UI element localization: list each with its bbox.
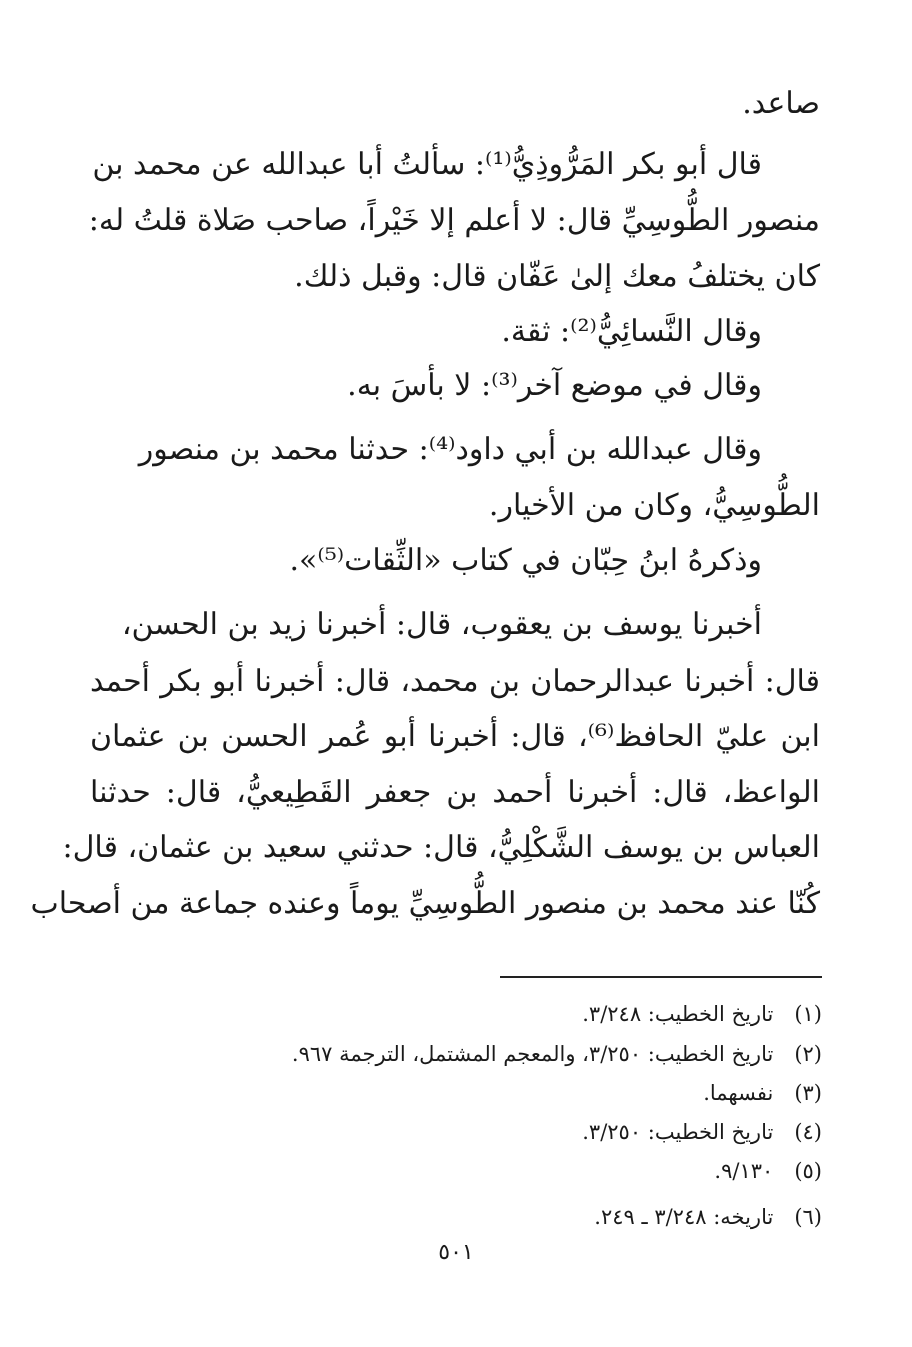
text-line-7: وقال عبدالله بن أبي داود⁽⁴⁾: حدثنا محمد بن منصور [138,432,762,467]
footnote-6 [122,1203,822,1231]
footnote-text: نفسهما. [703,1081,774,1105]
text-line-2: قال أبو بكر المَرُّوذِيُّ⁽¹⁾: سألتُ أبا عبدالله عن محمد بن [92,147,762,182]
footnote-text: تاريخه: ٣/٢٤٨ ـ ٢٤٩. [594,1205,774,1229]
footnote-text: تاريخ الخطيب: ٣/٢٤٨. [582,1002,774,1026]
text-line-12: ابن عليّ الحافظ⁽⁶⁾، قال: أخبرنا أبو عُمر الحسن بن عثمان [90,719,820,754]
footnote-number: (١) [794,1002,822,1026]
footnote-separator [500,976,822,978]
footnote-5 [122,1157,822,1185]
page-number: ٥٠١ [438,1240,474,1265]
footnote-2 [122,1040,822,1068]
footnote-1 [122,1000,822,1028]
footnote-number: (٣) [794,1081,822,1105]
text-line-9: وذكرهُ ابنُ حِبّان في كتاب «الثِّقات⁽⁵⁾». [289,543,762,578]
footnote-number: (٥) [794,1159,822,1183]
footnote-text: ٩/١٣٠. [714,1159,774,1183]
text-line-8: الطُّوسِيُّ، وكان من الأخيار. [488,488,820,523]
footnote-4 [122,1118,822,1146]
text-line-6: وقال في موضع آخر⁽³⁾: لا بأسَ به. [347,368,762,403]
footnote-text: تاريخ الخطيب: ٣/٢٥٠، والمعجم المشتمل، الترجمة ٩٦٧. [291,1042,774,1066]
text-line-10: أخبرنا يوسف بن يعقوب، قال: أخبرنا زيد بن الحسن، [121,607,762,642]
footnote-number: (٢) [794,1042,822,1066]
text-line-14: العباس بن يوسف الشَّكْلِيُّ، قال: حدثني سعيد بن عثمان، قال: [62,830,820,865]
text-line-15: كُنّا عند محمد بن منصور الطُّوسِيِّ يوماً وعنده جماعة من أصحاب [30,886,820,921]
text-line-13: الواعظ، قال: أخبرنا أحمد بن جعفر القَطِيعيُّ، قال: حدثنا [90,775,820,810]
text-line-1: صاعد. [742,86,820,121]
text-line-11: قال: أخبرنا عبدالرحمان بن محمد، قال: أخبرنا أبو بكر أحمد [90,664,820,699]
footnote-3 [122,1079,822,1107]
text-line-5: وقال النَّسائِيُّ⁽²⁾: ثقة. [501,314,762,349]
footnote-number: (٤) [794,1120,822,1144]
text-line-4: كان يختلفُ معك إلىٰ عَفّان قال: وقبل ذلك. [294,259,820,294]
text-line-3: منصور الطُّوسِيِّ قال: لا أعلم إلا خَيْراً، صاحب صَلاة قلتُ له: [88,203,820,238]
footnote-number: (٦) [794,1205,822,1229]
footnote-text: تاريخ الخطيب: ٣/٢٥٠. [582,1120,774,1144]
